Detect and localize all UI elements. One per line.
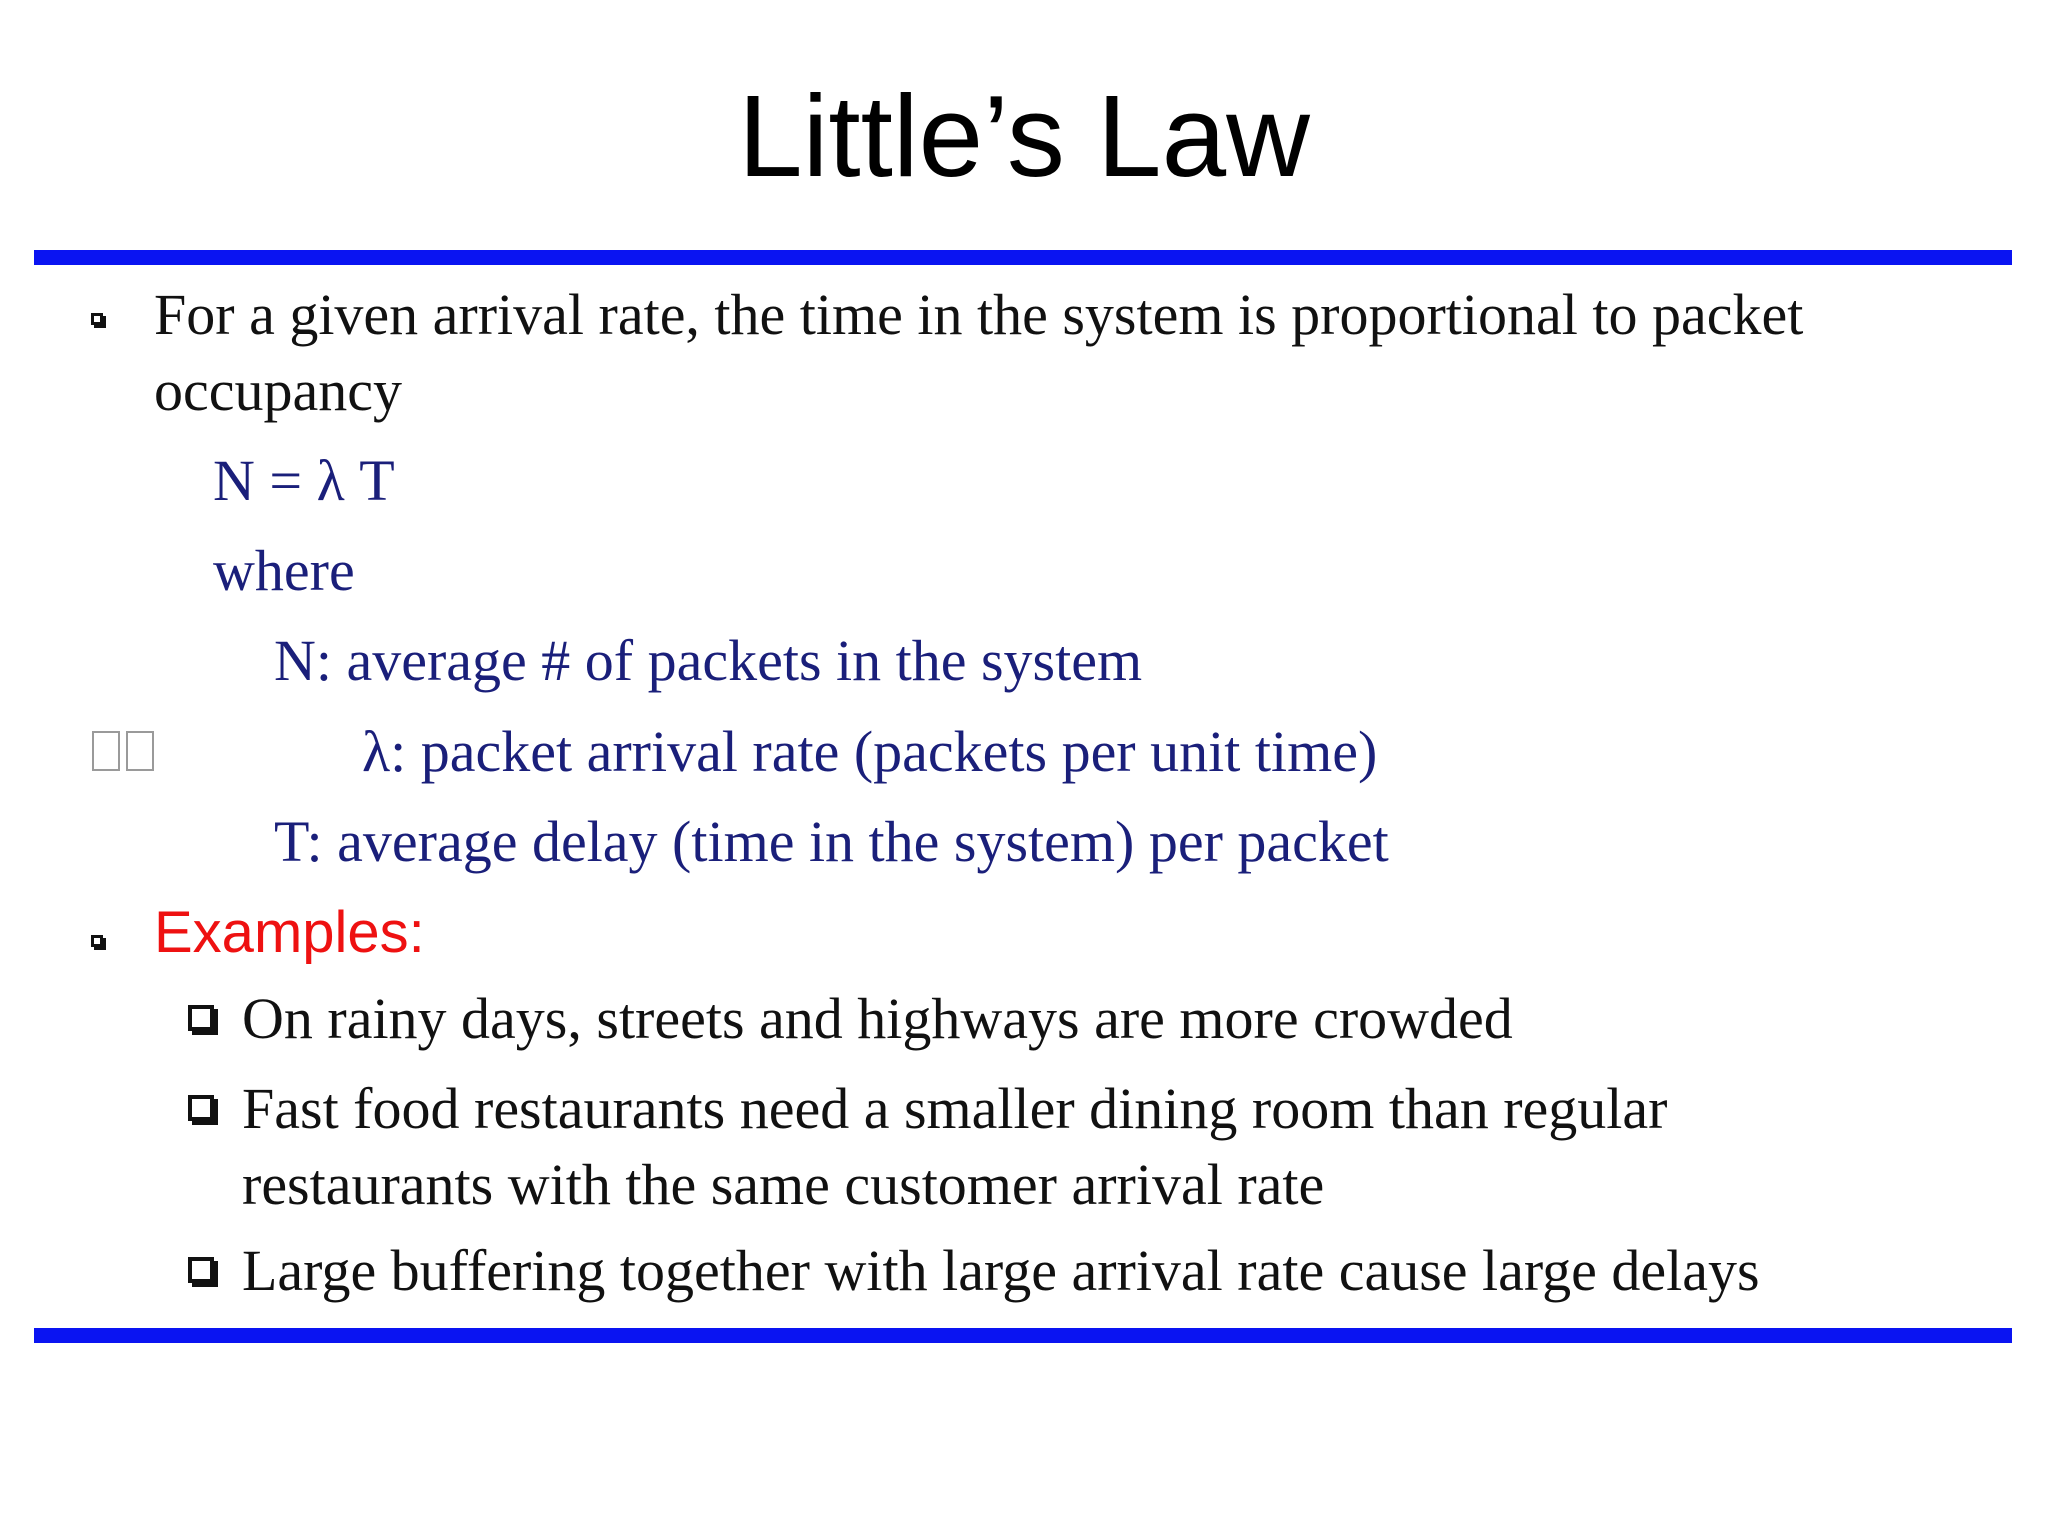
bullet-square-icon (91, 935, 103, 947)
bottom-divider (34, 1328, 2012, 1343)
missing-glyph-icon (92, 731, 154, 771)
sub-bullet-square-icon (188, 1005, 214, 1031)
definition-lambda: λ: packet arrival rate (packets per unit time) (362, 719, 1378, 784)
example-2-line-1: Fast food restaurants need a smaller dining room than regular (242, 1076, 1668, 1141)
bullet-1-line-1: For a given arrival rate, the time in the system is proportional to packet (154, 282, 1804, 347)
top-divider (34, 250, 2012, 265)
example-1: On rainy days, streets and highways are more crowded (242, 986, 1513, 1051)
examples-label: Examples: (154, 900, 425, 965)
slide-title: Little’s Law (738, 71, 1310, 201)
missing-glyph-box (126, 731, 154, 771)
sub-bullet-square-icon (188, 1257, 214, 1283)
example-3: Large buffering together with large arrival rate cause large delays (242, 1238, 1760, 1303)
bullet-1-line-2: occupancy (154, 358, 402, 423)
definition-t: T: average delay (time in the system) per packet (274, 809, 1389, 874)
example-2-line-2: restaurants with the same customer arrival rate (242, 1152, 1325, 1217)
sub-bullet-square-icon (188, 1095, 214, 1121)
formula: N = λ T (213, 448, 395, 513)
where-label: where (213, 538, 355, 603)
definition-n: N: average # of packets in the system (274, 628, 1143, 693)
bullet-square-icon (91, 313, 103, 325)
missing-glyph-box (92, 731, 120, 771)
